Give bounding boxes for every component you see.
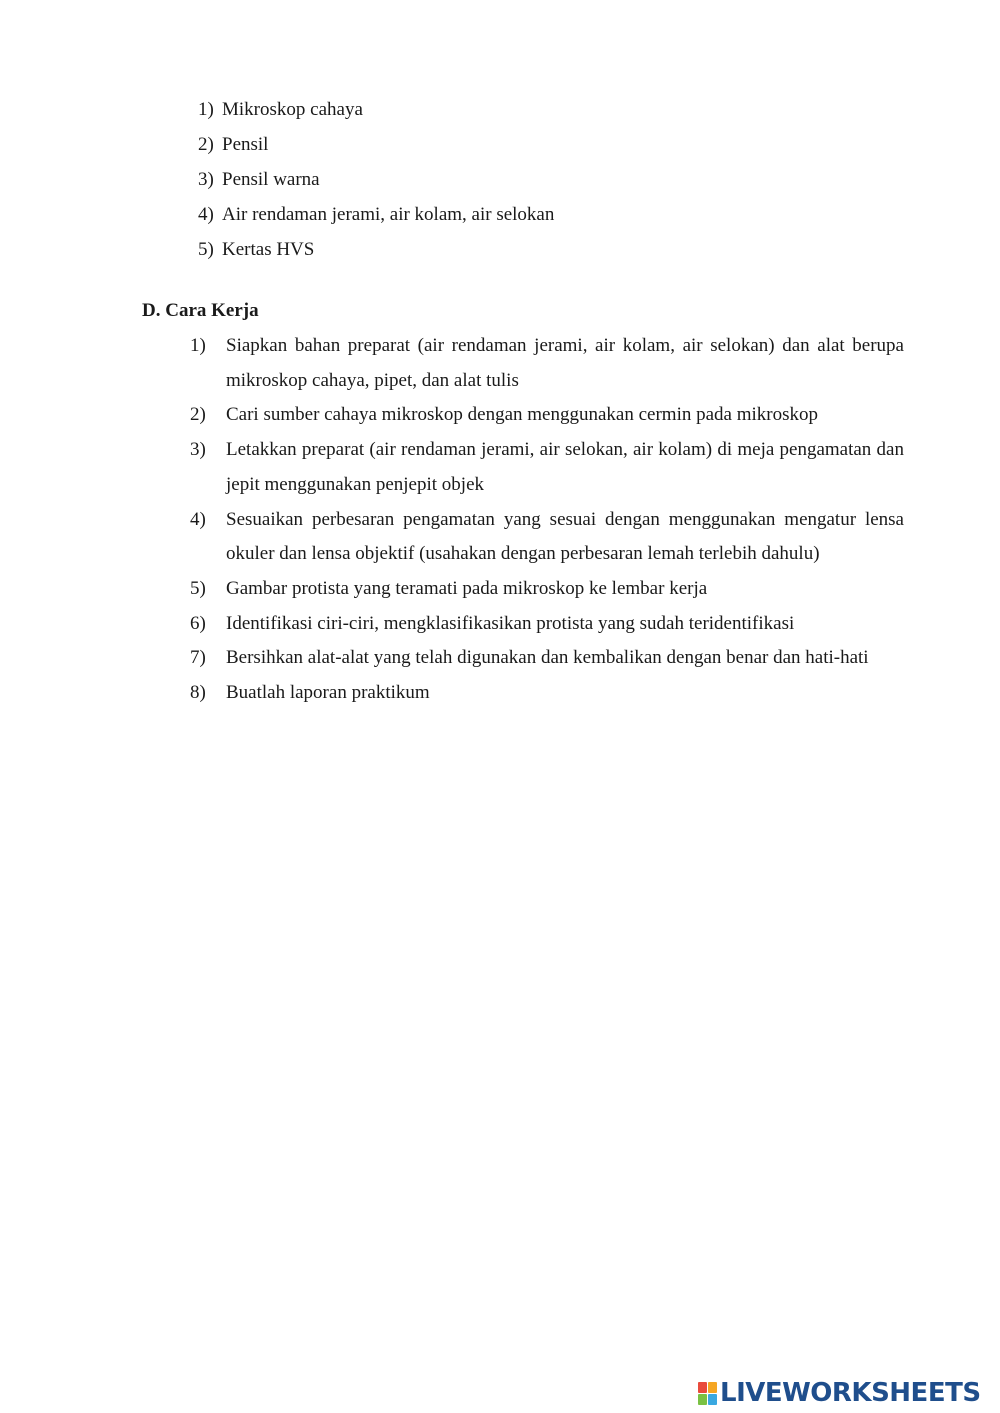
step-number: 6)	[190, 612, 206, 634]
step-item	[190, 676, 904, 711]
step-text: Buatlah laporan praktikum	[226, 682, 430, 704]
list-item	[198, 197, 554, 232]
step-item	[190, 641, 904, 676]
step-item	[190, 572, 904, 607]
step-text: Sesuaikan perbesaran pengamatan yang sesuai dengan menggunakan mengatur lensa okuler dan lensa objektif (usahakan dengan perbesaran lemah terlebih dahulu)	[226, 508, 904, 565]
section-heading: D. Cara Kerja	[142, 300, 259, 321]
list-item	[198, 92, 554, 127]
list-item	[198, 162, 554, 197]
step-number: 4)	[190, 508, 206, 530]
list-item-text: Pensil	[222, 134, 269, 155]
materials-list	[198, 92, 554, 267]
list-item	[198, 127, 554, 162]
list-item-number: 2)	[198, 134, 214, 155]
step-text: Identifikasi ciri-ciri, mengklasifikasikan protista yang sudah teridentifikasi	[226, 612, 795, 634]
step-text: Siapkan bahan preparat (air rendaman jerami, air kolam, air selokan) dan alat berupa mikroskop cahaya, pipet, dan alat tulis	[226, 335, 904, 391]
step-item	[190, 607, 904, 642]
logo-text: LIVEWORKSHEETS	[720, 1378, 981, 1408]
step-number: 7)	[190, 647, 206, 669]
logo-square-icon	[698, 1382, 707, 1393]
step-item	[190, 433, 904, 502]
step-item	[190, 398, 904, 433]
step-number: 2)	[190, 404, 206, 426]
list-item	[198, 232, 554, 267]
step-text: Bersihkan alat-alat yang telah digunakan dan kembalikan dengan benar dan hati-hati	[226, 647, 869, 669]
list-item-text: Pensil warna	[222, 169, 320, 190]
list-item-number: 3)	[198, 169, 214, 190]
step-text: Letakkan preparat (air rendaman jerami, air selokan, air kolam) di meja pengamatan dan jepit menggunakan penjepit objek	[226, 439, 904, 495]
list-item-text: Air rendaman jerami, air kolam, air selokan	[222, 204, 555, 225]
logo-square-icon	[708, 1382, 717, 1393]
list-item-text: Kertas HVS	[222, 239, 315, 260]
steps-list	[190, 329, 904, 711]
step-item	[190, 503, 904, 572]
step-number: 8)	[190, 682, 206, 704]
logo-square-icon	[708, 1394, 717, 1405]
step-number: 1)	[190, 335, 206, 356]
liveworksheets-logo[interactable]	[698, 1378, 981, 1408]
list-item-number: 4)	[198, 204, 214, 225]
step-text: Cari sumber cahaya mikroskop dengan menggunakan cermin pada mikroskop	[226, 404, 818, 426]
logo-square-icon	[698, 1394, 707, 1405]
list-item-number: 1)	[198, 99, 214, 120]
step-item	[190, 329, 904, 398]
list-item-number: 5)	[198, 239, 214, 260]
logo-mark-icon	[698, 1382, 717, 1405]
step-text: Gambar protista yang teramati pada mikroskop ke lembar kerja	[226, 577, 708, 599]
step-number: 3)	[190, 439, 206, 461]
step-number: 5)	[190, 577, 206, 599]
list-item-text: Mikroskop cahaya	[222, 99, 363, 120]
